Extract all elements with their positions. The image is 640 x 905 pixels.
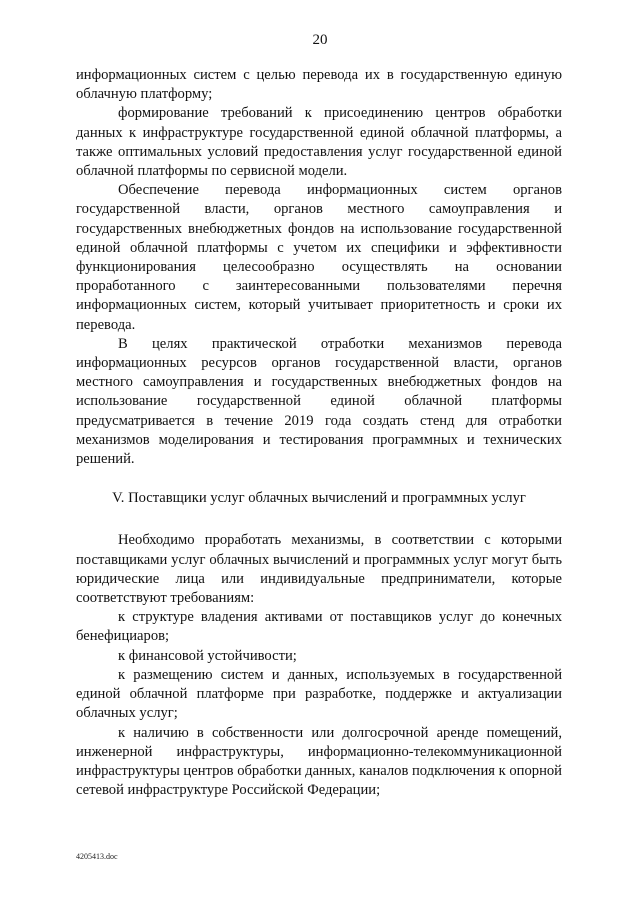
list-item: к структуре владения активами от поставщиков услуг до конечных бенефициаров; — [76, 609, 562, 645]
footer-filename: 4205413.doc — [76, 852, 118, 861]
page-number: 20 — [312, 32, 328, 48]
paragraph: формирование требований к присоединению центров обработки данных к инфраструктуре государственной единой облачной платформы, а также оптимальных условий предоставления услуг государственной единой облачной платформы по сервисной модели. — [76, 105, 562, 180]
paragraph: Обеспечение перевода информационных систем органов государственной власти, органов местного самоуправления и государственных внебюджетных фондов на использование государственной единой облачной платформы с учетом их специфики и эффективности функционирования целесообразно осуществлять на основании проработанного с заинтересованными пользователями перечня информационных систем, который учитывает приоритетность и сроки их перевода. — [76, 182, 562, 333]
list-item: к наличию в собственности или долгосрочной аренде помещений, инженерной инфраструктуры, информационно-телекоммуникационной инфраструктуры центров обработки данных, каналов подключения к опорной сетевой инфраструктуре Российской Федерации; — [76, 724, 562, 799]
document-body — [76, 66, 562, 800]
list-item: к размещению систем и данных, используемых в государственной единой облачной платформе при разработке, поддержке и актуализации облачных услуг; — [76, 666, 562, 722]
list-item: к финансовой устойчивости; — [118, 647, 297, 664]
paragraph: Необходимо проработать механизмы, в соответствии с которыми поставщиками услуг облачных вычислений и программных услуг могут быть юридические лица или индивидуальные предприниматели, которые соответствуют требованиям: — [76, 532, 562, 607]
paragraph: В целях практической отработки механизмов перевода информационных ресурсов органов государственной власти, органов местного самоуправления и государственных внебюджетных фондов на использование государственной единой облачной платформы предусматривается в течение 2019 года создать стенд для отработки механизмов моделирования и тестирования программных и технических решений. — [76, 335, 562, 468]
section-heading: V. Поставщики услуг облачных вычислений и программных услуг — [112, 490, 526, 507]
paragraph: информационных систем с целью перевода их в государственную единую облачную платформу; — [76, 67, 562, 103]
